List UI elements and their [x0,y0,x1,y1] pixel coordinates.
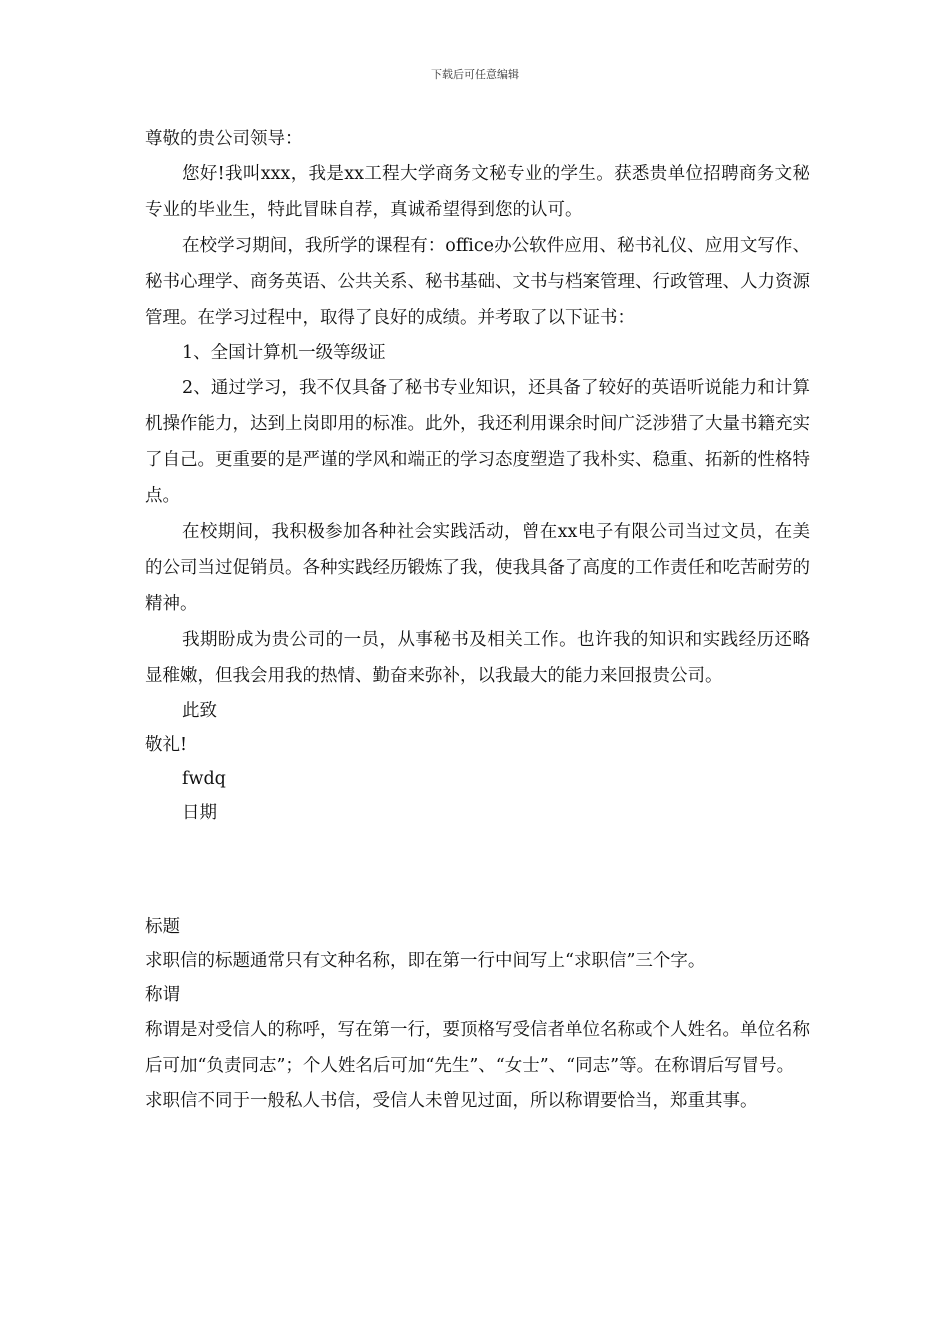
paragraph-courses: 在校学习期间，我所学的课程有：office办公软件应用、秘书礼仪、应用文写作、秘书心理学、商务英语、公共关系、秘书基础、文书与档案管理、行政管理、人力资源管理。在学习过程中，取得了良好的成绩。并考取了以下证书： [145,236,810,328]
paragraph-skills: 2、通过学习，我不仅具备了秘书专业知识，还具备了较好的英语听说能力和计算机操作能力，达到上岗即用的标准。此外，我还利用课余时间广泛涉猎了大量书籍充实了自己。更重要的是严谨的学风和端正的学习态度塑造了我朴实、稳重、拓新的性格特点。 [145,378,810,506]
paragraph-intro: 您好!我叫xxx，我是xx工程大学商务文秘专业的学生。获悉贵单位招聘商务文秘专业的毕业生，特此冒昧自荐，真诚希望得到您的认可。 [145,164,810,220]
page-header: 下载后可任意编辑 [431,68,519,81]
letter-salutation: 尊敬的贵公司领导： [145,129,303,149]
notes-title-text: 求职信的标题通常只有文种名称，即在第一行中间写上“求职信”三个字。 [145,951,706,971]
notes-salutation-text-2: 求职信不同于一般私人书信，受信人未曾见过面，所以称谓要恰当，郑重其事。 [145,1091,758,1111]
document-body [145,122,810,1118]
notes-title-heading: 标题 [145,917,180,937]
signature: fwdq [182,769,226,789]
notes-salutation-heading: 称谓 [145,985,180,1005]
closing-line-2: 敬礼! [145,735,188,755]
paragraph-expectation: 我期盼成为贵公司的一员，从事秘书及相关工作。也许我的知识和实践经历还略显稚嫩，但我会用我的热情、勤奋来弥补，以我最大的能力来回报贵公司。 [145,630,810,686]
closing-line-1: 此致 [182,701,217,721]
paragraph-certificate: 1、全国计算机一级等级证 [182,343,386,363]
paragraph-practice: 在校期间，我积极参加各种社会实践活动，曾在xx电子有限公司当过文员，在美的公司当过促销员。各种实践经历锻炼了我，使我具备了高度的工作责任和吃苦耐劳的精神。 [145,522,810,614]
notes-salutation-text: 称谓是对受信人的称呼，写在第一行，要顶格写受信者单位名称或个人姓名。单位名称后可加“负责同志”；个人姓名后可加“先生”、“女士”、“同志”等。在称谓后写冒号。 [145,1020,810,1076]
date: 日期 [182,803,217,823]
section-spacer [145,830,810,910]
